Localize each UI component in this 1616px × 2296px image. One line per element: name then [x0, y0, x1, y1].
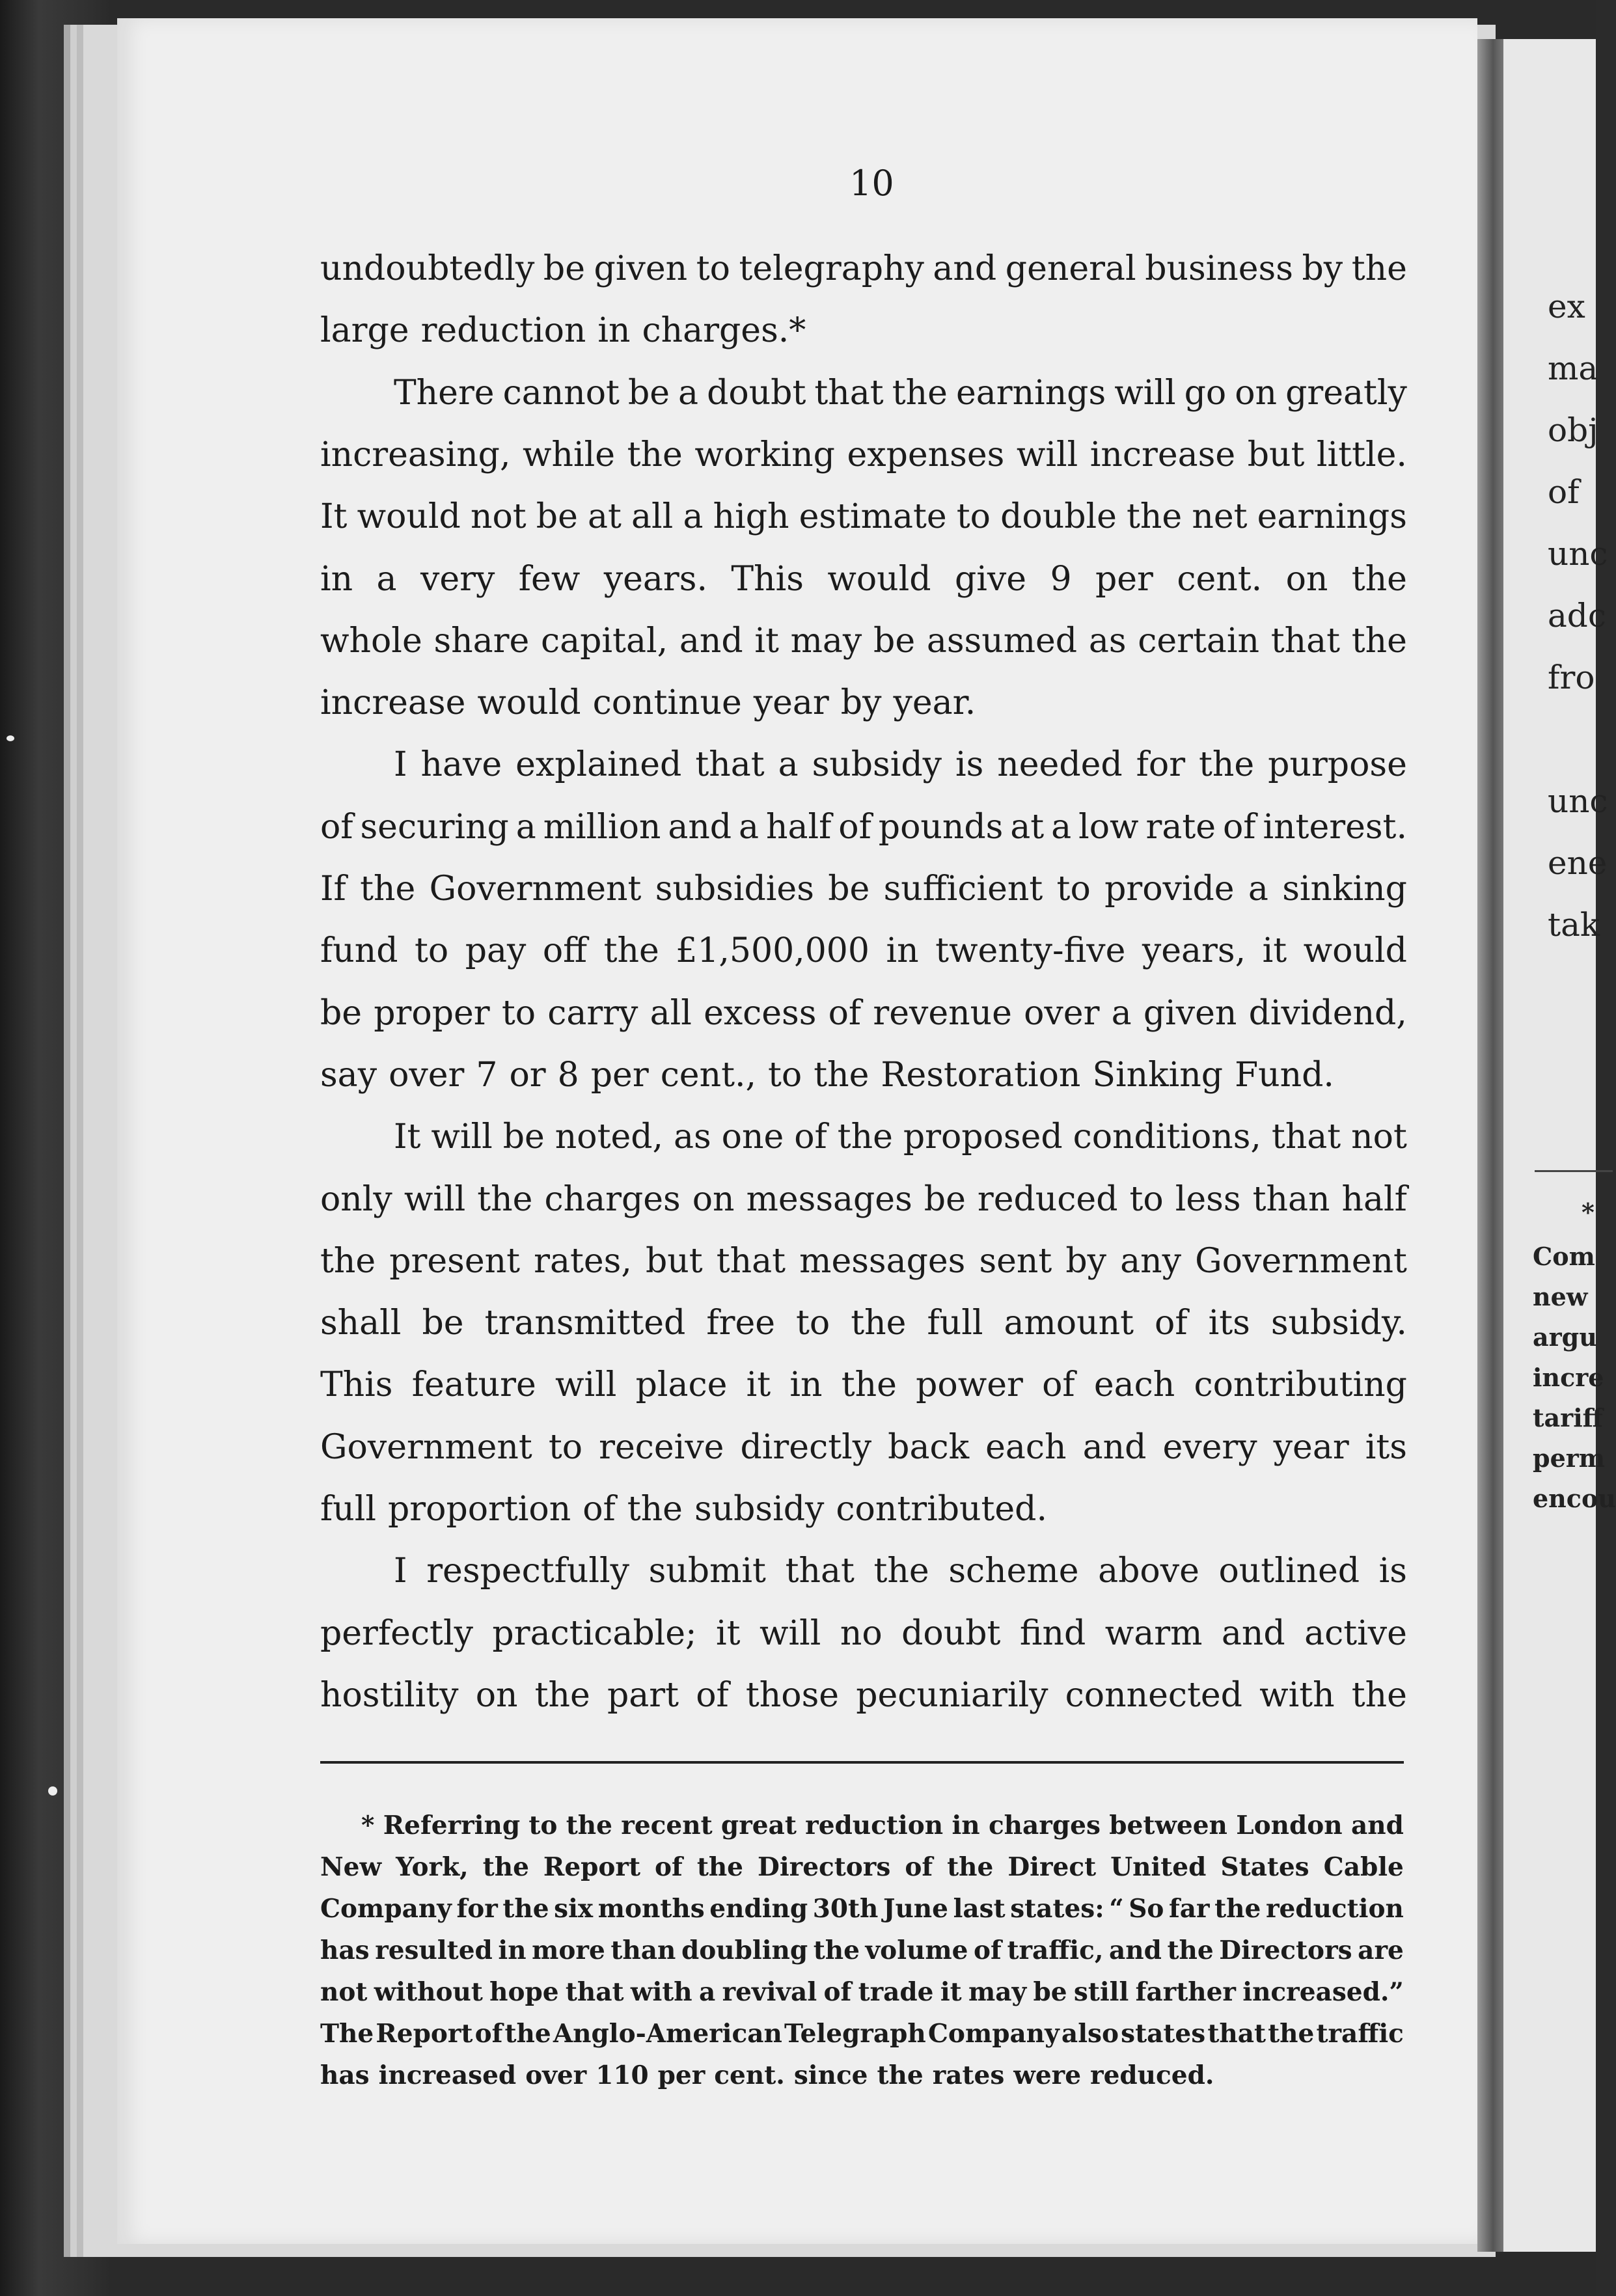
body-line: whole share capital, and it may be assumed as certain that the	[320, 621, 1407, 661]
body-line: I have explained that a subsidy is needed for the purpose	[394, 745, 1407, 785]
facing-line: fro	[1548, 659, 1595, 696]
body-line: fund to pay off the £1,500,000 in twenty-five years, it would	[320, 931, 1407, 971]
footnote-line: The Report of the Anglo-American Telegraph Company also states that the traffic	[320, 2019, 1404, 2049]
facing-footnote-line: *	[1582, 1197, 1595, 1227]
footnote-line: * Referring to the recent great reduction in charges between London and	[361, 1811, 1404, 1840]
footnote-line: has resulted in more than doubling the volume of traffic, and the Directors are	[320, 1935, 1404, 1965]
book-spine	[1477, 39, 1503, 2252]
body-line: perfectly practicable; it will no doubt find warm and active	[320, 1613, 1407, 1653]
body-line: in a very few years. This would give 9 per cent. on the	[320, 559, 1407, 599]
body-line: This feature will place it in the power of each contributing	[320, 1365, 1407, 1405]
facing-footnote-line: new	[1533, 1282, 1588, 1311]
body-line: It would not be at all a high estimate to double the net earnings	[320, 497, 1407, 537]
facing-footnote-line: Com	[1533, 1242, 1595, 1271]
facing-line: tak	[1548, 906, 1600, 944]
facing-page	[1503, 39, 1616, 2252]
footnote-rule	[320, 1761, 1404, 1764]
body-line: It will be noted, as one of the proposed conditions, that not	[394, 1117, 1407, 1157]
facing-footnote-line: argu	[1533, 1322, 1597, 1352]
facing-footnote-line: encou	[1533, 1484, 1616, 1513]
facing-line: ma	[1548, 349, 1598, 387]
scan-speck	[48, 1786, 57, 1796]
body-line: full proportion of the subsidy contributed.	[320, 1490, 1047, 1529]
body-line: only will the charges on messages be reduced to less than half	[320, 1179, 1407, 1219]
body-line: be proper to carry all excess of revenue over a given dividend,	[320, 993, 1407, 1033]
facing-line: adc	[1548, 597, 1606, 635]
body-line: I respectfully submit that the scheme above outlined is	[394, 1551, 1407, 1591]
body-line: the present rates, but that messages sent by any Government	[320, 1241, 1407, 1281]
footnote-line: Company for the six months ending 30th June last states: “ So far the reduction	[320, 1894, 1404, 1924]
footnote-line: has increased over 110 per cent. since the rates were reduced.	[320, 2060, 1214, 2090]
body-line: Government to receive directly back each and every year its	[320, 1427, 1407, 1467]
facing-line: of	[1548, 473, 1580, 511]
footnote-line: not without hope that with a revival of trade it may be still farther increased.”	[320, 1977, 1404, 2007]
body-line: increase would continue year by year.	[320, 683, 976, 723]
page-number: 10	[849, 163, 894, 204]
facing-footnote-line: tariff	[1533, 1403, 1603, 1432]
facing-line: obj	[1548, 411, 1598, 449]
facing-line: ex	[1548, 288, 1585, 325]
body-line: increasing, while the working expenses will increase but little.	[320, 435, 1407, 474]
body-line: shall be transmitted free to the full amount of its subsidy.	[320, 1304, 1407, 1343]
facing-footnote-line: incre	[1533, 1363, 1604, 1392]
facing-footnote-line: perm	[1533, 1443, 1605, 1473]
body-line: There cannot be a doubt that the earnings will go on greatly	[394, 373, 1407, 413]
body-line: If the Government subsidies be sufficient to provide a sinking	[320, 869, 1407, 909]
facing-line: unc	[1548, 535, 1608, 573]
body-line: hostility on the part of those pecuniarily connected with the	[320, 1675, 1407, 1715]
facing-line: ene	[1548, 844, 1608, 882]
facing-footnote-rule	[1535, 1170, 1613, 1172]
body-line: say over 7 or 8 per cent., to the Restoration Sinking Fund.	[320, 1055, 1334, 1095]
body-line: large reduction in charges.*	[320, 311, 806, 351]
facing-line: unc	[1548, 782, 1608, 820]
scan-speck	[7, 735, 14, 741]
body-line: undoubtedly be given to telegraphy and general business by the	[320, 249, 1407, 288]
footnote-line: New York, the Report of the Directors of the Direct United States Cable	[320, 1852, 1404, 1882]
body-line: of securing a million and a half of pounds at a low rate of interest.	[320, 807, 1407, 847]
